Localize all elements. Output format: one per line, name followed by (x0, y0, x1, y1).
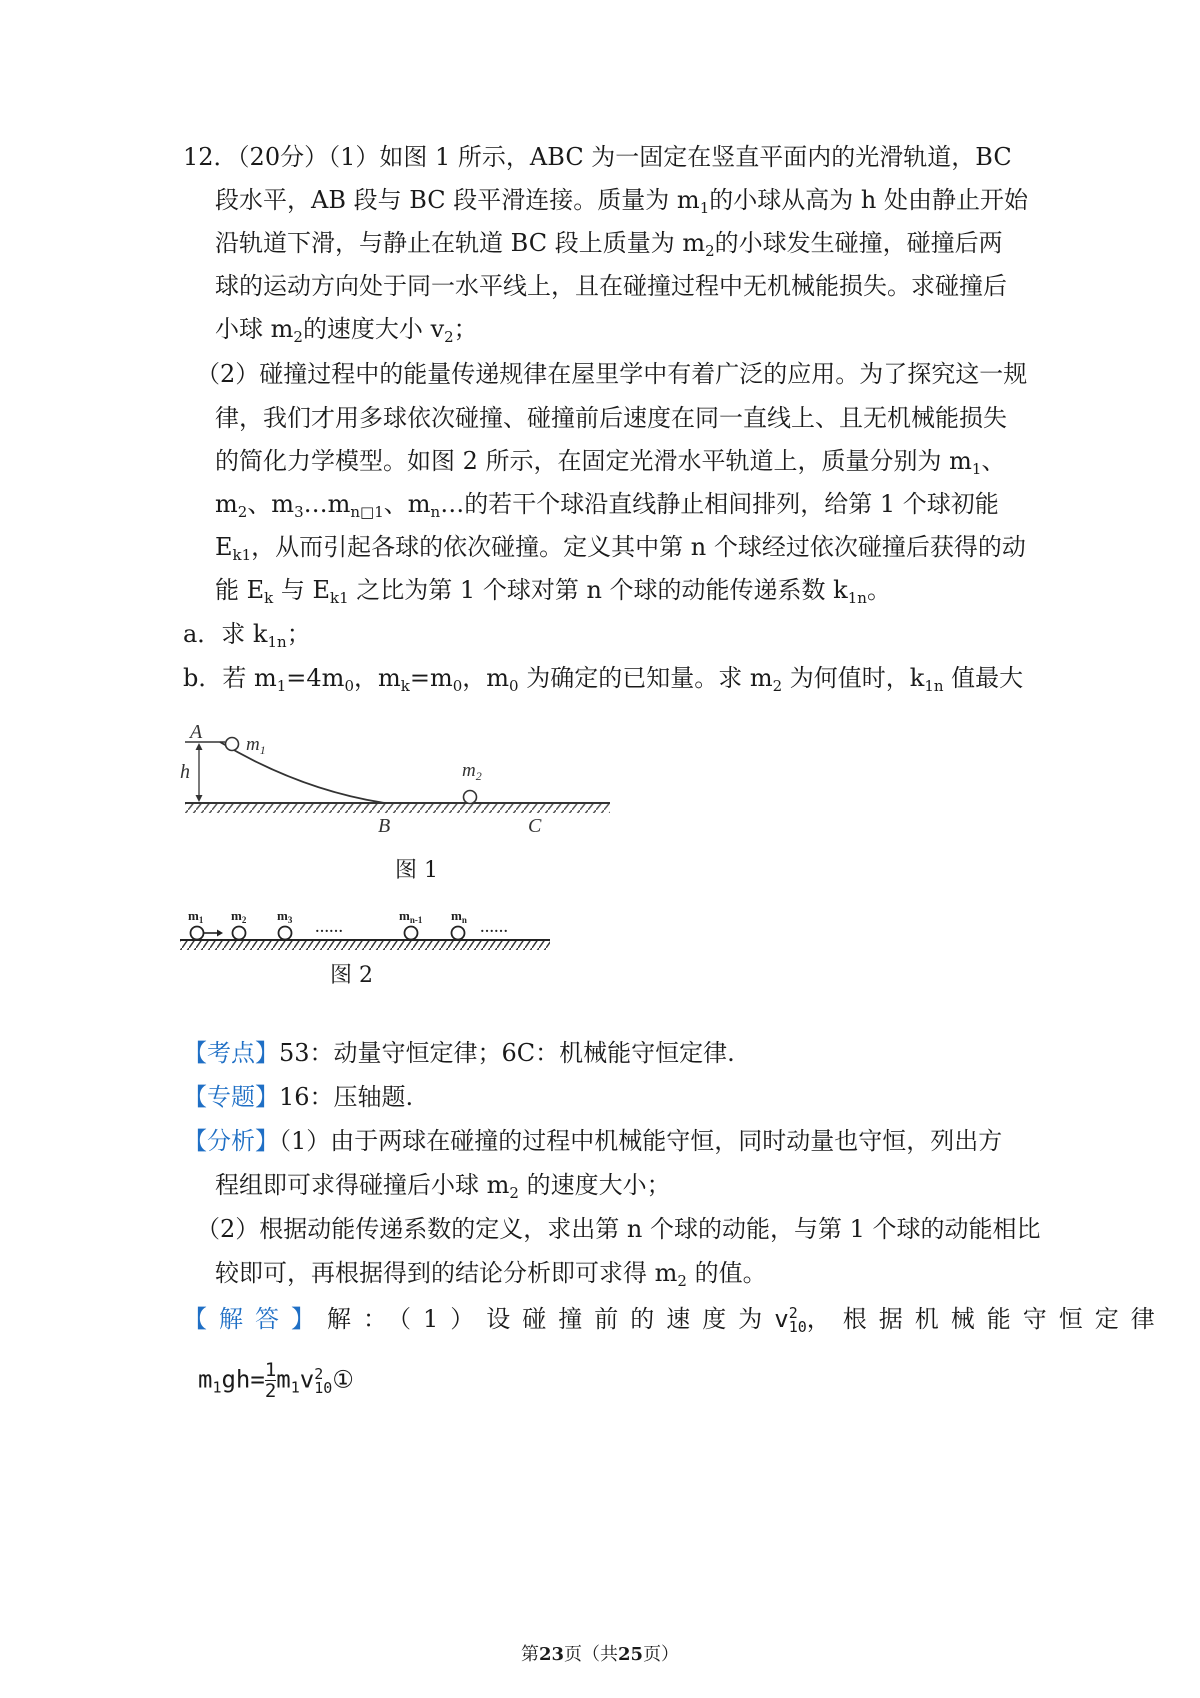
ball-3 (279, 927, 292, 940)
subscript: 2 (705, 242, 715, 260)
subscript: 2 (237, 503, 248, 521)
question-text: 、m (247, 490, 295, 518)
question-text: …m (303, 490, 351, 518)
jieda-variable: v 2 10 (774, 1304, 807, 1336)
part2-line-3 (215, 444, 1005, 478)
question-text: 律，我们才用多球依次碰撞、碰撞前后速度在同一直线上、且无机械能损失 (215, 404, 1007, 432)
subscript: n (430, 503, 441, 521)
subscript: 0 (452, 677, 463, 695)
question-text: b．若 m (183, 664, 277, 692)
subscript: 1n (847, 589, 867, 607)
velocity-arrow-head (217, 930, 223, 937)
subscript: 1 (971, 460, 982, 478)
fenxi-text: 的速度大小； (518, 1171, 671, 1199)
zhuanti-tag: 【专题】 (183, 1083, 279, 1111)
part2-line-4 (215, 487, 999, 521)
part2-line-2 (215, 401, 1007, 435)
subscript: k1 (330, 589, 349, 607)
fenxi-text: 的值。 (686, 1259, 767, 1287)
label-m2: $m_2$ (462, 760, 482, 783)
subscript: 1 (699, 199, 710, 217)
energy-formula: $m_1gh=$ $\frac{1}{2}$ $m_1v$ 2 10 ① (198, 1359, 354, 1402)
subscript: 2 (677, 1272, 687, 1290)
subscript: k1 (232, 546, 252, 564)
subscript: 1 (276, 677, 287, 695)
figure-1-caption: 图 1 (395, 858, 438, 883)
label-m3: $m_3$ (277, 908, 293, 925)
part2-line-6 (215, 573, 891, 607)
zhuanti-text: 16：压轴题. (279, 1083, 414, 1111)
question-text: 为确定的已知量。求 m (518, 664, 773, 692)
fenxi-line-2 (215, 1168, 671, 1202)
subscript: 0 (509, 677, 519, 695)
jieda-text-2: ，根据机械能守恒定律 (806, 1305, 1167, 1333)
question-text: ，m (462, 664, 510, 692)
question-text: 、m (383, 490, 431, 518)
ball-2 (233, 927, 246, 940)
question-text: 与 E (273, 576, 331, 604)
rail-hatch (180, 941, 550, 950)
label-m2: $m_2$ (231, 908, 247, 925)
fenxi-text: 程组即可求得碰撞后小球 m (215, 1171, 510, 1199)
question-number: 12． (183, 143, 238, 171)
question-line-4 (215, 269, 1007, 303)
kaodian-line (183, 1036, 735, 1070)
question-text: =4m (286, 664, 345, 692)
fenxi-text: （1）由于两球在碰撞的过程中机械能守恒，同时动量也守恒，列出方 (279, 1127, 1003, 1155)
question-text: 碰撞过程中的能量传递规律在屋里学中有着广泛的应用。为了探究这一规 (259, 360, 1028, 388)
curved-track (220, 742, 385, 803)
subscript: 2 (293, 328, 303, 346)
question-text: 的小球发生碰撞，碰撞后两 (714, 229, 1003, 257)
fenxi-text: 较即可，再根据得到的结论分析即可求得 m (215, 1259, 678, 1287)
height-arrow-head-bottom (196, 795, 203, 802)
part1-label: （1） (328, 143, 380, 171)
subscript: 2 (772, 677, 783, 695)
question-text: 值最大 (943, 664, 1024, 692)
question-text: ，从而引起各球的依次碰撞。定义其中第 n 个球经过依次碰撞后获得的动 (251, 533, 1026, 561)
part2-line-1 (196, 357, 1027, 391)
question-text: m (215, 490, 238, 518)
label-m-n: $m_n$ (451, 908, 467, 925)
fenxi-line-4 (215, 1256, 767, 1290)
sub-question-b (183, 661, 1023, 695)
sub-question-a (183, 617, 311, 651)
question-text: ； (453, 315, 478, 343)
question-text: E (215, 533, 233, 561)
subscript: 1n (267, 633, 287, 651)
question-text: 之比为第 1 个球对第 n 个球的动能传递系数 k (348, 576, 848, 604)
question-text: ； (286, 620, 311, 648)
question-text: =m (409, 664, 453, 692)
subscript: 1n (924, 677, 944, 695)
kaodian-text: 53：动量守恒定律；6C：机械能守恒定律. (279, 1039, 735, 1067)
label-m1: $m_1$ (188, 908, 204, 925)
question-score: （20分） (237, 143, 329, 171)
question-text: 沿轨道下滑，与静止在轨道 BC 段上质量为 m (215, 229, 706, 257)
question-text: 球的运动方向处于同一水平线上，且在碰撞过程中无机械能损失。求碰撞后 (215, 272, 1007, 300)
ellipsis-2: …… (480, 921, 508, 936)
question-line-2 (215, 183, 1028, 217)
question-text: …的若干个球沿直线静止相间排列，给第 1 个球初能 (440, 490, 999, 518)
fenxi-line-1 (183, 1124, 1002, 1158)
label-B: B (378, 815, 391, 837)
question-text: 小球 m (215, 315, 294, 343)
ball-n-minus-1 (405, 927, 418, 940)
subscript: k (264, 589, 274, 607)
ball-n (452, 927, 465, 940)
question-line-1 (183, 140, 1012, 174)
part2-line-5 (215, 530, 1026, 564)
subscript: 3 (294, 503, 304, 521)
ball-m1 (226, 738, 239, 751)
label-A: A (190, 721, 203, 743)
ellipsis-1: …… (315, 921, 343, 936)
question-text: 。 (866, 576, 891, 604)
subscript: n□1 (350, 503, 384, 521)
figure-1-diagram (180, 720, 640, 850)
fenxi-text: （2）根据动能传递系数的定义，求出第 n 个球的动能，与第 1 个球的动能相比 (196, 1215, 1041, 1243)
zhuanti-line (183, 1080, 413, 1114)
question-text: 的小球从高为 h 处由静止开始 (709, 186, 1028, 214)
ball-m2 (464, 791, 477, 804)
fenxi-line-3 (196, 1212, 1041, 1246)
subscript: 0 (344, 677, 354, 695)
kaodian-tag: 【考点】 (183, 1039, 279, 1067)
question-line-5 (215, 312, 478, 346)
subscript: k (400, 677, 410, 695)
question-text: 能 E (215, 576, 265, 604)
question-text: a．求 k (183, 620, 268, 648)
question-text: ，m (353, 664, 401, 692)
question-text: 段水平，AB 段与 BC 段平滑连接。质量为 m (215, 186, 700, 214)
ground-hatch (185, 804, 610, 813)
part2-label: （2） (196, 360, 260, 388)
subscript: 2 (509, 1184, 519, 1202)
height-arrow-head-top (196, 743, 203, 750)
label-C: C (528, 815, 542, 837)
subscript: 2 (444, 328, 454, 346)
jieda-line (183, 1302, 1167, 1336)
label-h: h (180, 761, 190, 783)
question-text: 的速度大小 v (302, 315, 445, 343)
label-m-n-minus-1: $m_{n-1}$ (399, 908, 423, 925)
page-footer: 第23页（共25页） (520, 1644, 680, 1665)
label-m1: $m_1$ (246, 734, 266, 757)
fenxi-tag: 【分析】 (183, 1127, 279, 1155)
question-text: 如图 1 所示，ABC 为一固定在竖直平面内的光滑轨道，BC (379, 143, 1012, 171)
question-text: 为何值时，k (782, 664, 925, 692)
ball-1 (191, 927, 204, 940)
question-text: 、 (981, 447, 1006, 475)
figure-2-caption: 图 2 (330, 963, 373, 988)
jieda-text: 解：（1）设碰撞前的速度为 (327, 1305, 775, 1333)
question-text: 的简化力学模型。如图 2 所示，在固定光滑水平轨道上，质量分别为 m (215, 447, 972, 475)
jieda-tag: 【解答】 (183, 1305, 327, 1333)
question-line-3 (215, 226, 1003, 260)
